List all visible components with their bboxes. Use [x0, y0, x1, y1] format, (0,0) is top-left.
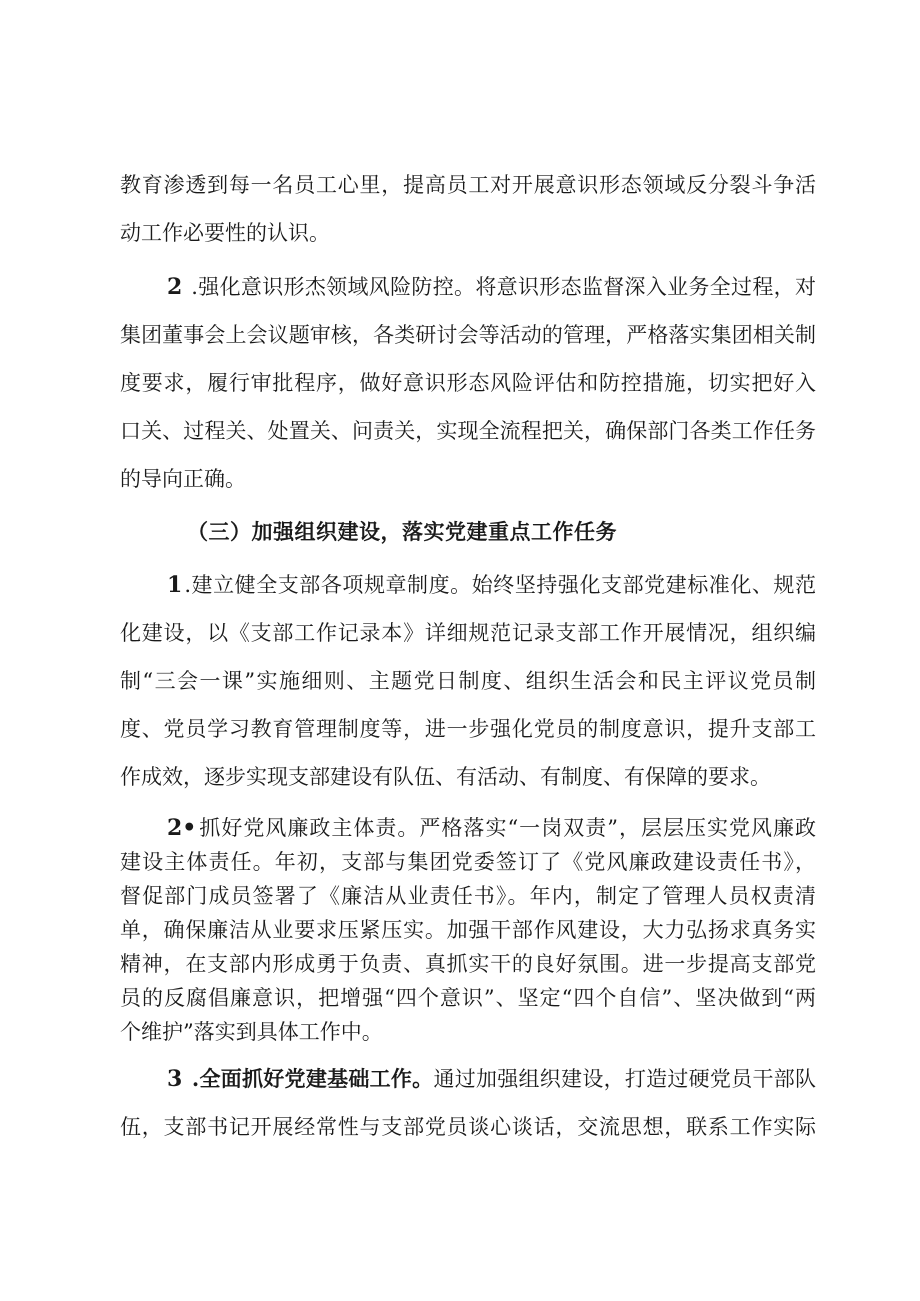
paragraph-2-line-2: 集团董事会上会议题审核，各类研讨会等活动的管理，严格落实集团相关制: [120, 323, 816, 347]
paragraph-3-line-2: 化建设，以《支部工作记录本》详细规范记录支部工作开展情况，组织编: [120, 621, 816, 645]
paragraph-4-line-6: 员的反腐倡廉意识，把增强“四个意识”、坚定“四个自信”、坚决做到“两: [120, 986, 816, 1010]
paragraph-2-number: 2: [167, 274, 183, 300]
paragraph-2-line-1: [167, 272, 816, 302]
paragraph-2-first-text: .强化意识形杰领域风险防控。将意识形态监督深入业务全过程，对: [184, 275, 816, 299]
paragraph-5-lead: .全面抓好党建基础工作。: [184, 1066, 434, 1091]
paragraph-1-line-1: 教育渗透到每一名员工心里，提高员工对开展意识形态领域反分裂斗争活: [120, 173, 816, 197]
paragraph-4-line-3: 督促部门成员签署了《廉洁从业责任书》。年内，制定了管理人员权责清: [120, 884, 816, 908]
paragraph-5-line-2: 伍，支部书记开展经常性与支部党员谈心谈话，交流思想，联系工作实际: [120, 1115, 816, 1139]
paragraph-4-line-4: 单，确保廉洁从业要求压紧压实。加强干部作风建设，大力弘扬求真务实: [120, 918, 816, 942]
paragraph-3-line-5: 作成效，逐步实现支部建设有队伍、有活动、有制度、有保障的要求。: [120, 765, 771, 789]
paragraph-3-line-4: 度、党员学习教育管理制度等，进一步强化党员的制度意识，提升支部工: [120, 717, 816, 741]
section-heading: （三）加强组织建设，落实党建重点工作任务: [187, 519, 617, 544]
paragraph-3-number: 1: [167, 572, 183, 598]
paragraph-3-first-text: .建立健全支部各项规章制度。始终坚持强化支部党建标准化、规范: [184, 573, 816, 597]
paragraph-5-first-text: 通过加强组织建设，打造过硬党员干部队: [433, 1067, 817, 1091]
paragraph-4-first-text: 抓好党风廉政主体责。严格落实“一岗双责”，层层压实党风廉政: [198, 816, 816, 840]
paragraph-3-line-3: 制“三会一课”实施细则、主题党日制度、组织生活会和民主评议党员制: [120, 669, 816, 693]
paragraph-4-number: 2•: [167, 815, 197, 841]
paragraph-2-line-3: 度要求，履行审批程序，做好意识形态风险评估和防控措施，切实把好入: [120, 371, 816, 395]
paragraph-3-line-1: [167, 570, 816, 600]
paragraph-5-number: 3: [167, 1066, 183, 1092]
paragraph-4-line-7: 个维护”落实到具体工作中。: [120, 1020, 383, 1044]
paragraph-4-line-1: [167, 813, 816, 843]
paragraph-4-line-5: 精神，在支部内形成勇于负责、真抓实干的良好氛围。进一步提高支部党: [120, 952, 816, 976]
paragraph-1-line-2: 动工作必要性的认识。: [120, 221, 330, 245]
paragraph-4-line-2: 建设主体责任。年初，支部与集团党委签订了《党风廉政建设责任书》，: [120, 850, 816, 874]
paragraph-2-line-4: 口关、过程关、处置关、问责关，实现全流程把关，确保部门各类工作任务: [120, 419, 816, 443]
paragraph-2-line-5: 的导向正确。: [120, 467, 246, 491]
paragraph-5-line-1: [167, 1064, 816, 1094]
